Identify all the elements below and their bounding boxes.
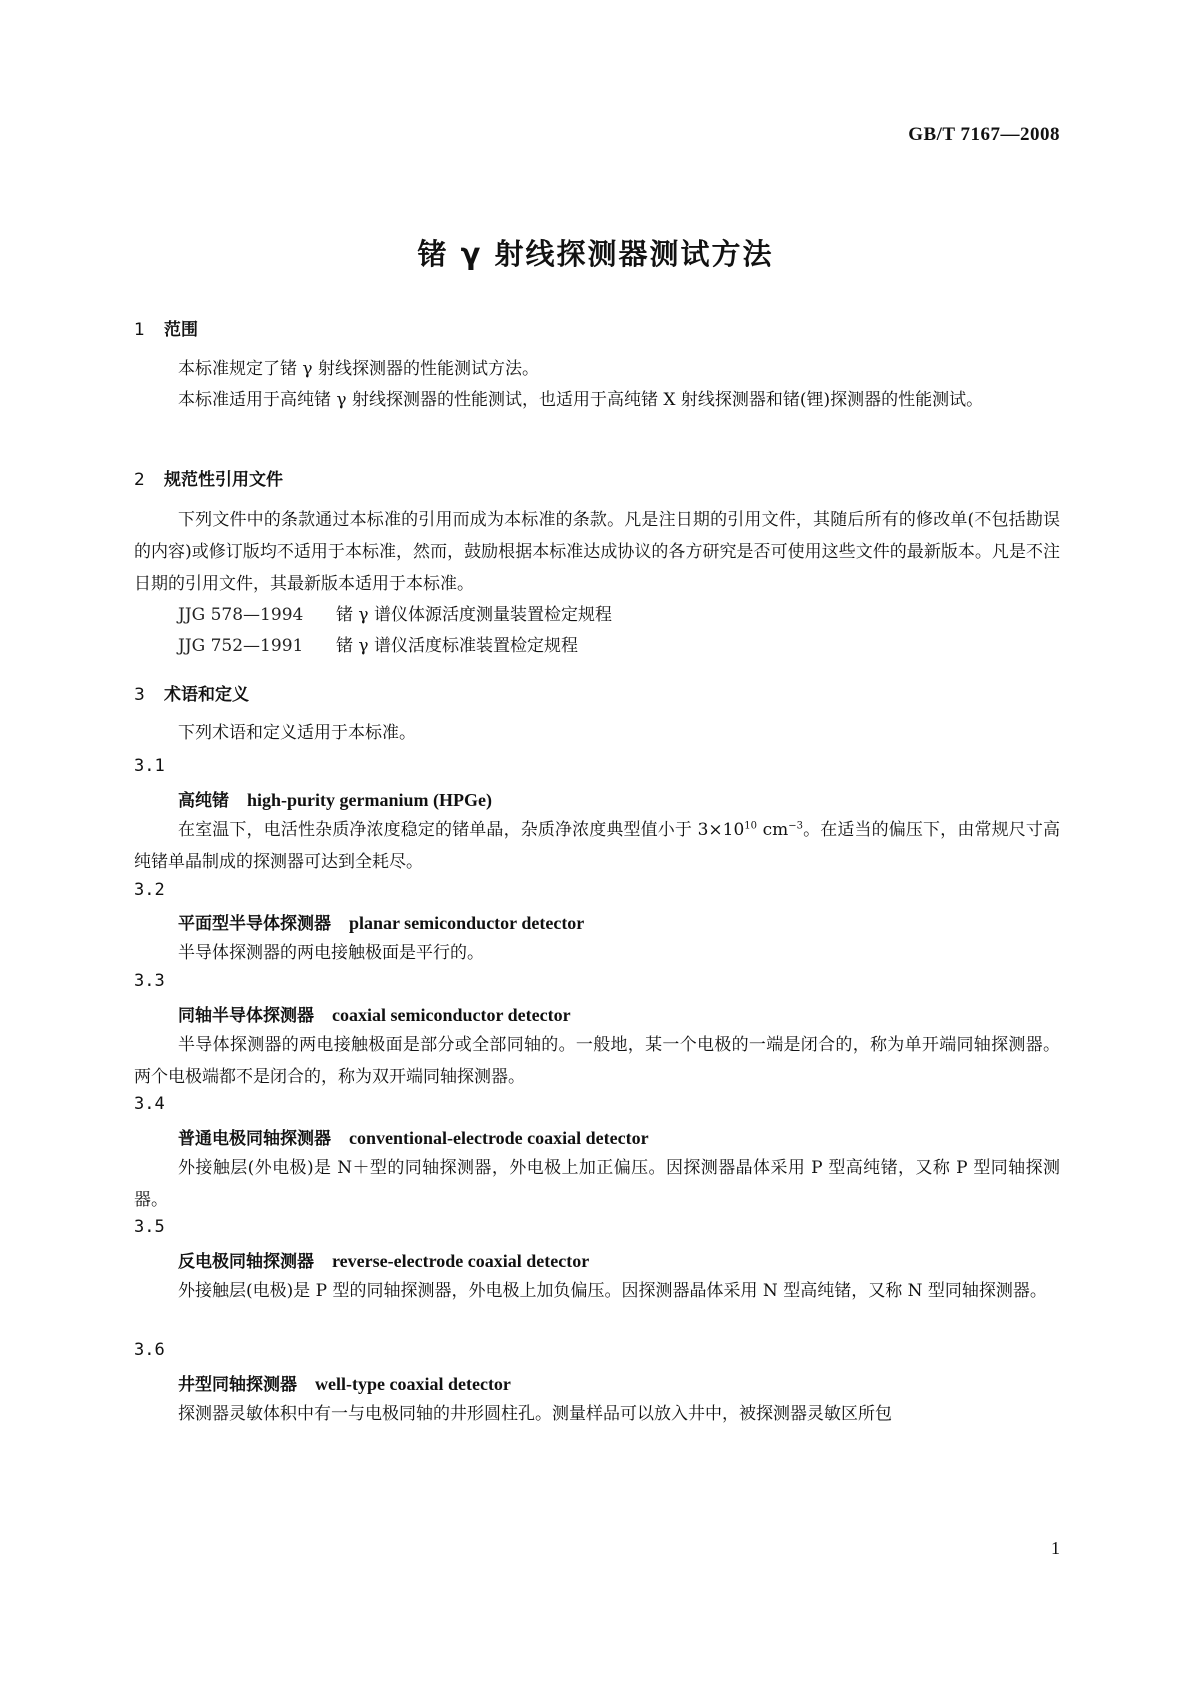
paragraph: 下列术语和定义适用于本标准。 [178, 723, 416, 743]
reference-title: 锗 γ 谱仪活度标准装置检定规程 [336, 636, 578, 656]
term-en: well-type coaxial detector [315, 1374, 511, 1394]
term-definition: 外接触层(电极)是 P 型的同轴探测器，外电极上加负偏压。因探测器晶体采用 N 型高纯锗，又称 N 型同轴探测器。 [178, 1281, 1047, 1301]
section-heading-1 [134, 315, 198, 340]
term-definition: 探测器灵敏体积中有一与电极同轴的井形圆柱孔。测量样品可以放入井中，被探测器灵敏区所包 [178, 1404, 892, 1424]
term-heading [178, 909, 584, 934]
term-zh: 井型同轴探测器 [178, 1375, 297, 1395]
term-definition [134, 814, 1060, 878]
page-number: 1 [1051, 1538, 1060, 1558]
section-title: 规范性引用文件 [164, 470, 283, 490]
paragraph: 本标准规定了锗 γ 射线探测器的性能测试方法。 [178, 359, 539, 379]
clause-number: 3.5 [134, 1217, 165, 1237]
term-zh: 普通电极同轴探测器 [178, 1129, 331, 1149]
section-number: 3 [134, 685, 145, 705]
paragraph: 下列文件中的条款通过本标准的引用而成为本标准的条款。凡是注日期的引用文件，其随后所有的修改单(不包括勘误的内容)或修订版均不适用于本标准，然而，鼓励根据本标准达成协议的各方研究是否可使用这些文件的最新版本。凡是不注日期的引用文件，其最新版本适用于本标准。 [134, 510, 1060, 594]
term-zh: 高纯锗 [178, 791, 229, 811]
document-title: 锗 γ 射线探测器测试方法 [417, 237, 774, 271]
clause-number: 3.2 [134, 880, 165, 900]
term-heading [178, 1001, 571, 1026]
reference-item [178, 600, 612, 625]
reference-item [178, 631, 578, 656]
term-zh: 平面型半导体探测器 [178, 914, 331, 934]
clause-number: 3.1 [134, 756, 165, 776]
term-heading [178, 1247, 589, 1272]
definition-text: 。在适当的偏压下，由常规尺寸高纯锗单晶制成的探测器可达到全耗尽。 [134, 820, 1060, 872]
unit-text: cm [757, 820, 789, 840]
reference-code: JJG 752—1991 [178, 636, 304, 656]
term-en: high-purity germanium (HPGe) [247, 790, 492, 810]
term-en: reverse-electrode coaxial detector [332, 1251, 590, 1271]
term-en: coaxial semiconductor detector [332, 1005, 571, 1025]
term-definition: 半导体探测器的两电接触极面是部分或全部同轴的。一般地，某一个电极的一端是闭合的，称为单开端同轴探测器。两个电极端都不是闭合的，称为双开端同轴探测器。 [134, 1035, 1060, 1087]
term-zh: 同轴半导体探测器 [178, 1006, 314, 1026]
paragraph: 本标准适用于高纯锗 γ 射线探测器的性能测试，也适用于高纯锗 X 射线探测器和锗(锂)探测器的性能测试。 [178, 390, 984, 410]
term-definition: 半导体探测器的两电接触极面是平行的。 [178, 943, 484, 963]
reference-code: JJG 578—1994 [178, 605, 304, 625]
exponent: −3 [788, 820, 803, 832]
term-heading [178, 1370, 511, 1395]
standard-id: GB/T 7167—2008 [908, 124, 1060, 145]
term-zh: 反电极同轴探测器 [178, 1252, 314, 1272]
definition-text: 在室温下，电活性杂质净浓度稳定的锗单晶，杂质净浓度典型值小于 3×10 [178, 820, 745, 840]
reference-title: 锗 γ 谱仪体源活度测量装置检定规程 [336, 605, 612, 625]
section-title: 术语和定义 [164, 685, 249, 705]
section-title: 范围 [164, 320, 198, 340]
term-heading [178, 1124, 649, 1149]
exponent: 10 [744, 820, 758, 832]
clause-number: 3.6 [134, 1340, 165, 1360]
section-heading-2 [134, 465, 283, 490]
section-heading-3 [134, 680, 249, 705]
clause-number: 3.3 [134, 971, 165, 991]
section-number: 2 [134, 470, 145, 490]
term-heading [178, 786, 492, 811]
clause-number: 3.4 [134, 1094, 165, 1114]
term-en: conventional-electrode coaxial detector [349, 1128, 649, 1148]
section-number: 1 [134, 320, 145, 340]
term-definition: 外接触层(外电极)是 N＋型的同轴探测器，外电极上加正偏压。因探测器晶体采用 P 型高纯锗，又称 P 型同轴探测器。 [134, 1158, 1060, 1210]
term-en: planar semiconductor detector [349, 913, 585, 933]
